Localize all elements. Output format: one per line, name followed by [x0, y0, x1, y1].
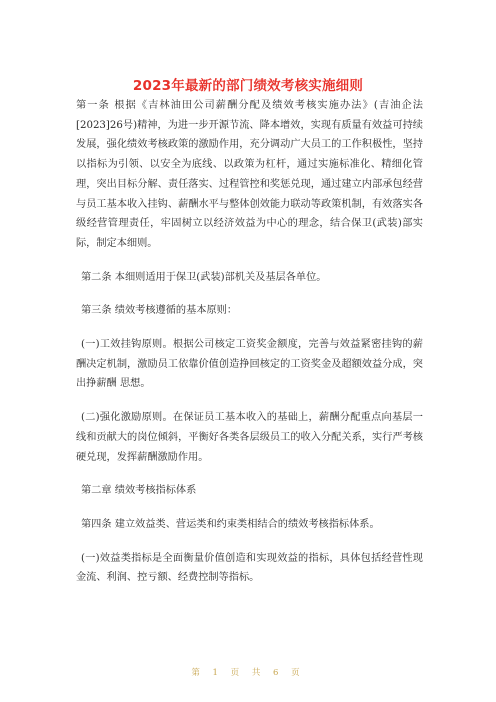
paragraph-indicator-1: (一)效益类指标是全面衡量价值创造和实现效益的指标，具体包括经营性现金流、利润、控亏额、经费控制等指标。	[76, 552, 423, 584]
paragraph-article-4: 第四条 建立效益类、营运类和约束类相结合的绩效考核指标体系。	[81, 518, 380, 530]
paragraph-principle-1: (一)工效挂钩原则。根据公司核定工资奖金额度，完善与效益紧密挂钩的薪酬决定机制，激励员工依靠价值创造挣回核定的工资奖金及超额效益分成，突出挣薪酬 思想。	[76, 339, 423, 390]
paragraph-principle-2: (二)强化激励原则。在保证员工基本收入的基础上，薪酬分配重点向基层一线和贡献大的岗位倾斜，平衡好各类各层级员工的收入分配关系，实行严考核硬兑现，发挥薪酬激励作用。	[76, 412, 423, 463]
chapter-2-heading: 第二章 绩效考核指标体系	[81, 485, 197, 497]
page-number-footer: 第 1 页 共 6 页	[191, 668, 305, 678]
document-body	[76, 96, 423, 602]
paragraph-article-3: 第三条 绩效考核遵循的基本原则：	[81, 305, 238, 317]
document-title: 2023年最新的部门绩效考核实施细则	[132, 78, 364, 94]
paragraph-article-2: 第二条 本细则适用于保卫(武装)部机关及基层各单位。	[81, 271, 327, 283]
paragraph-article-1: 第一条 根据《吉林油田公司薪酬分配及绩效考核实施办法》(吉油企法[2023]26号)精神，为进一步开源节流、降本增效，实现有质量有效益可持续发展，强化绩效考核政策的激励作用，充分调动广大员工的工作积极性，坚持以指标为引领、以安全为底线、以政策为杠杆，通过实施标准化、精细化管理，突出目标分解、责任落实、过程管控和奖惩兑现，通过建立内部承包经营与员工基本收入挂钩、薪酬水平与整体创效能力联动等政策机制，有效落实各级经营管理责任，牢固树立以经济效益为中心的理念，结合保卫(武装)部实际，制定本细则。	[76, 100, 423, 249]
